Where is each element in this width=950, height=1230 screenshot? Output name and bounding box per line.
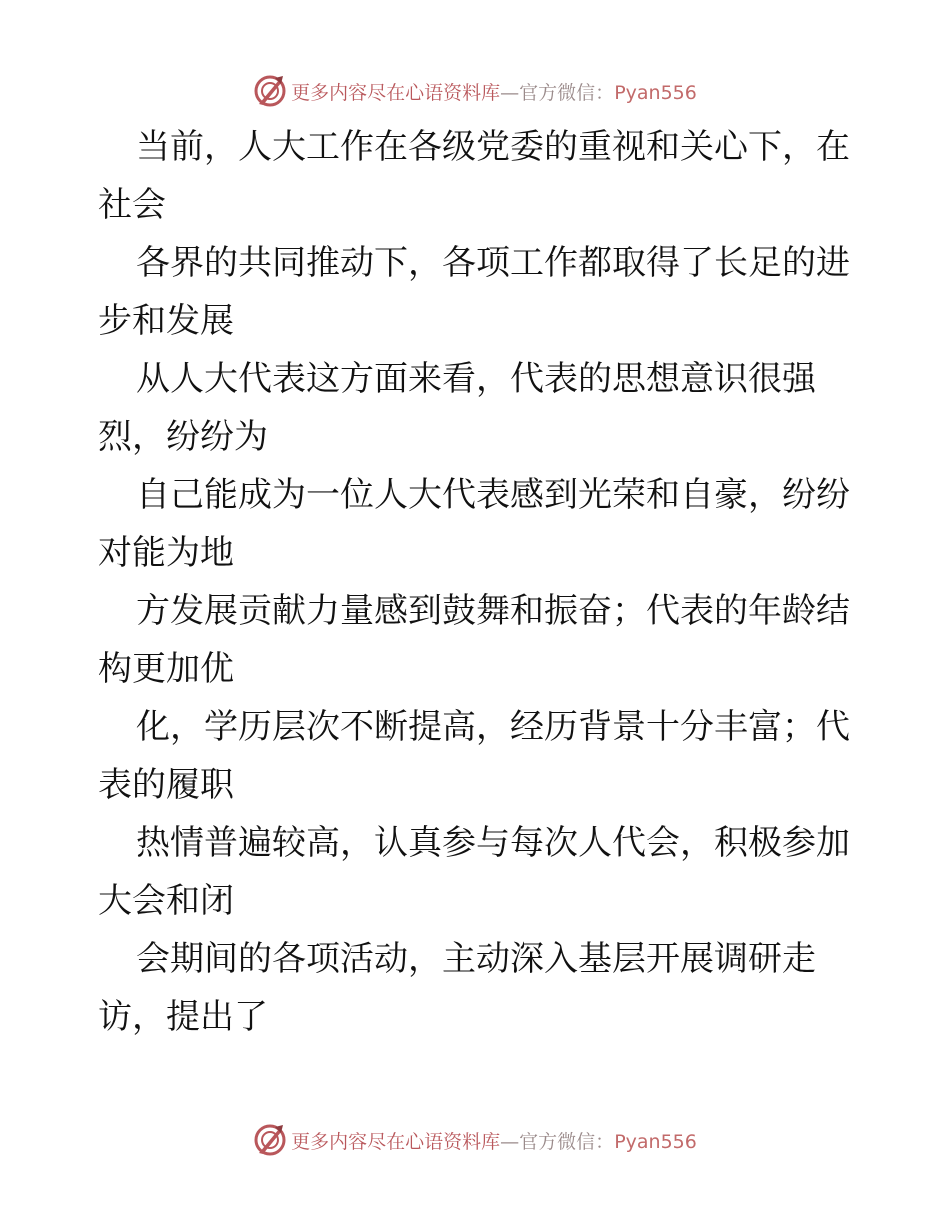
watermark-id: Pyan556 xyxy=(614,81,697,104)
watermark-suffix: 官方微信： xyxy=(519,1130,615,1153)
watermark-main-text: 更多内容尽在心语资料库 xyxy=(291,1130,501,1153)
quill-logo-icon xyxy=(253,1123,287,1157)
paragraph-5: 方发展贡献力量感到鼓舞和振奋；代表的年龄结 构更加优 xyxy=(98,591,850,689)
quill-logo-icon xyxy=(253,74,287,108)
watermark-dash: — xyxy=(500,1130,520,1153)
watermark-main-text: 更多内容尽在心语资料库 xyxy=(291,81,501,104)
header-watermark xyxy=(0,71,950,111)
watermark-dash: — xyxy=(500,81,520,104)
watermark-suffix: 官方微信： xyxy=(519,81,615,104)
paragraph-7: 热情普遍较高，认真参与每次人代会，积极参加 大会和闭 xyxy=(98,823,850,921)
footer-watermark xyxy=(0,1120,950,1160)
paragraph-4: 自己能成为一位人大代表感到光荣和自豪，纷纷 对能为地 xyxy=(98,475,850,573)
paragraph-8: 会期间的各项活动，主动深入基层开展调研走 访，提出了 xyxy=(98,939,816,1037)
paragraph-2: 各界的共同推动下，各项工作都取得了长足的进 步和发展 xyxy=(98,243,850,341)
document-body xyxy=(98,118,858,1046)
paragraph-3: 从人大代表这方面来看，代表的思想意识很强 烈，纷纷为 xyxy=(98,359,816,457)
paragraph-1: 当前，人大工作在各级党委的重视和关心下，在 社会 xyxy=(98,127,850,225)
watermark-id: Pyan556 xyxy=(614,1130,697,1153)
paragraph-6: 化，学历层次不断提高，经历背景十分丰富；代 表的履职 xyxy=(98,707,850,805)
